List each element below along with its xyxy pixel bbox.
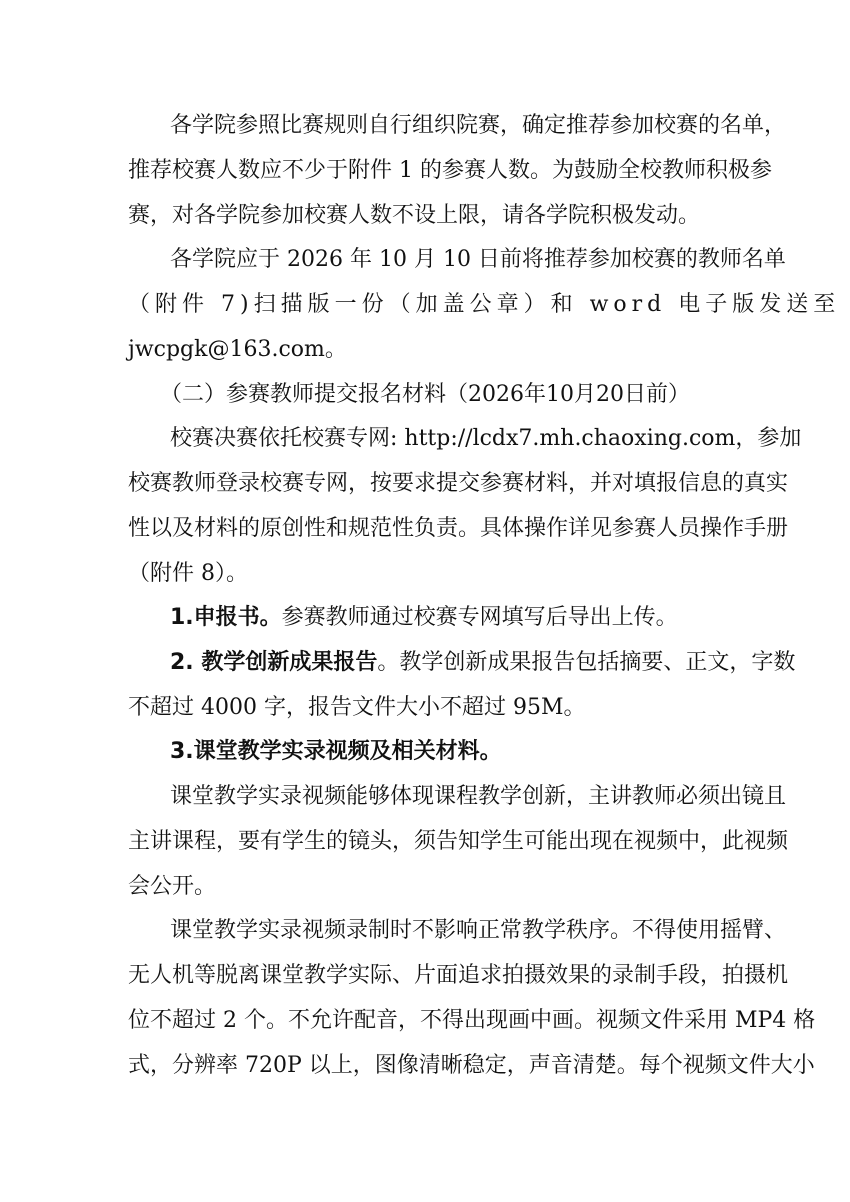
paragraph-line: 校赛教师登录校赛专网，按要求提交参赛材料，并对填报信息的真实 xyxy=(128,471,789,496)
paragraph-line: 位不超过 2 个。不允许配音，不得出现画中画。视频文件采用 MP4 格 xyxy=(128,1008,816,1033)
paragraph-line: 不超过 4000 字，报告文件大小不超过 95M。 xyxy=(128,695,586,720)
list-item-3: 3.课堂教学实录视频及相关材料。 xyxy=(170,739,502,764)
paragraph-line: 式，分辨率 720P 以上，图像清晰稳定，声音清楚。每个视频文件大小 xyxy=(128,1053,815,1078)
paragraph-line: 赛，对各学院参加校赛人数不设上限，请各学院积极发动。 xyxy=(128,203,701,228)
paragraph-line: 无人机等脱离课堂教学实际、片面追求拍摄效果的录制手段，拍摄机 xyxy=(128,963,789,988)
paragraph-line: 性以及材料的原创性和规范性负责。具体操作详见参赛人员操作手册 xyxy=(128,516,789,541)
paragraph-line: 会公开。 xyxy=(128,874,217,899)
list-item-label: 2. 教学创新成果报告 xyxy=(170,650,378,675)
paragraph-line: 课堂教学实录视频能够体现课程教学创新，主讲教师必须出镜且 xyxy=(170,784,787,809)
paragraph-line: 校赛决赛依托校赛专网: http://lcdx7.mh.chaoxing.com，参加 xyxy=(170,426,802,451)
list-item-label: 1.申报书。 xyxy=(170,605,282,630)
list-item-text: 参赛教师通过校赛专网填写后导出上传。 xyxy=(281,605,678,630)
paragraph-line: 课堂教学实录视频录制时不影响正常教学秩序。不得使用摇臂、 xyxy=(170,918,787,943)
list-item-1 xyxy=(170,604,850,632)
paragraph-line: （附件 8）。 xyxy=(128,561,248,586)
paragraph-line: 各学院应于 2026 年 10 月 10 日前将推荐参加校赛的教师名单 xyxy=(170,247,786,272)
paragraph-line: （附件 7)扫描版一份（加盖公章）和 word 电子版发送至 xyxy=(128,292,841,317)
paragraph-line: 各学院参照比赛规则自行组织院赛，确定推荐参加校赛的名单， xyxy=(170,113,787,138)
list-item-2 xyxy=(170,649,850,677)
email-line: jwcpgk@163.com。 xyxy=(128,337,347,362)
paragraph-line: 推荐校赛人数应不少于附件 1 的参赛人数。为鼓励全校教师积极参 xyxy=(128,158,772,183)
paragraph-line: 主讲课程，要有学生的镜头，须告知学生可能出现在视频中，此视频 xyxy=(128,829,789,854)
section-heading: （二）参赛教师提交报名材料（2026年10月20日前） xyxy=(160,382,690,407)
list-item-text: 。教学创新成果报告包括摘要、正文，字数 xyxy=(377,650,796,675)
